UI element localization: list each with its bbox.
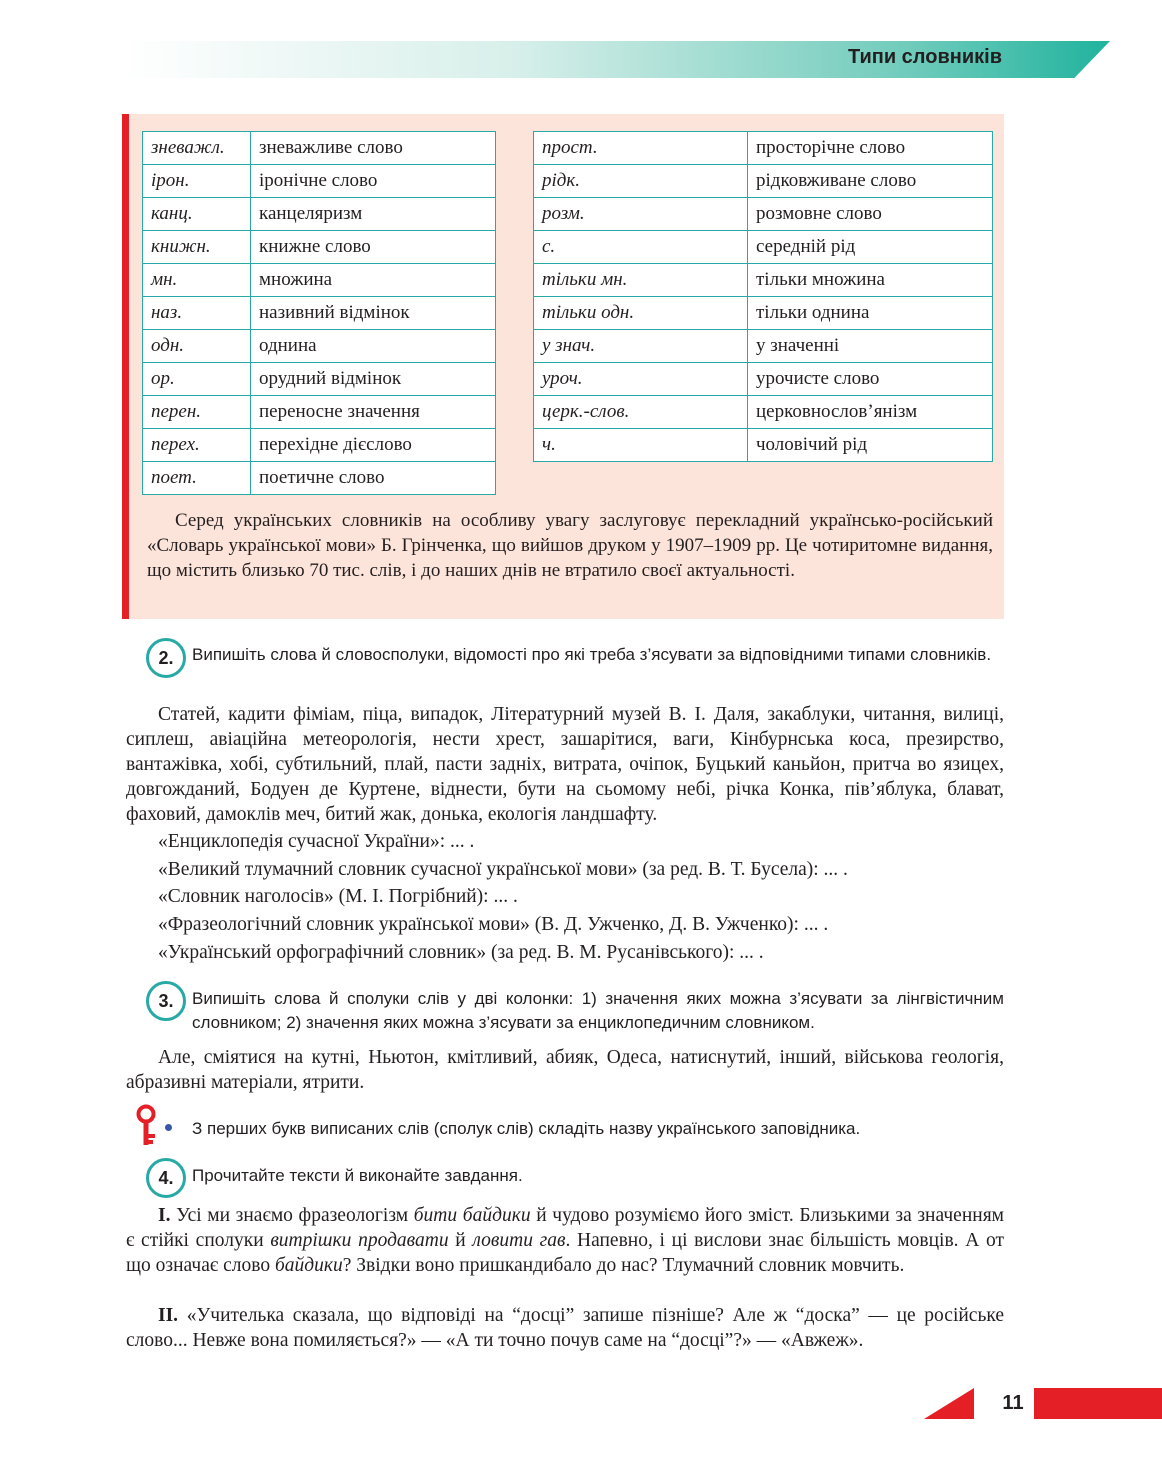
dictionary-line: «Енциклопедія сучасної України»: ... .: [158, 831, 475, 852]
text-part-2: [126, 1303, 1004, 1353]
abbreviations-box: [122, 114, 1004, 619]
abbreviation-cell: церк.-слов.: [534, 396, 748, 429]
abbreviation-cell: мн.: [143, 264, 251, 297]
abbreviation-cell: розм.: [534, 198, 748, 231]
meaning-cell: орудний відмінок: [251, 363, 496, 396]
task-words: Статей, кадити фіміам, піца, випадок, Літературний музей В. І. Даля, закаблуки, читання, вилиці, сиплеш, авіаційна метеорологія, нести хрест, зашарітися, ваги, Кінбурнська коса, презирство, вантажівка, хобі, субтильний, плай, пасти задніх, витрата, очіпок, Буцький каньйон, притча во язицех, довгожданий, Бодуен де Куртене, віднести, бути на сьомому небі, річка Конка, пів’яблука, блават, фаховий, дамоклів меч, битий жак, донька, екологія ландшафту.: [126, 704, 1004, 825]
abbreviation-row: [534, 264, 993, 297]
abbreviation-row: [534, 231, 993, 264]
meaning-cell: однина: [251, 330, 496, 363]
abbreviation-row: [143, 264, 496, 297]
meaning-cell: просторічне слово: [748, 132, 993, 165]
meaning-cell: канцеляризм: [251, 198, 496, 231]
abbreviation-cell: поет.: [143, 462, 251, 495]
task-words: Але, сміятися на кутні, Ньютон, кмітливий, абияк, Одеса, натиснутий, інший, військова геологія, абразивні матеріали, ятрити.: [126, 1047, 1004, 1093]
dictionary-line: «Великий тлумачний словник сучасної української мови» (за ред. В. Т. Бусела): ... .: [158, 859, 848, 880]
abbreviation-cell: ор.: [143, 363, 251, 396]
bonus-task: З перших букв виписаних слів (сполук слів) складіть назву українського заповідника.: [192, 1119, 861, 1138]
meaning-cell: називний відмінок: [251, 297, 496, 330]
meaning-cell: церковнослов’янізм: [748, 396, 993, 429]
abbreviation-cell: перех.: [143, 429, 251, 462]
abbreviation-row: [143, 231, 496, 264]
abbreviation-row: [534, 330, 993, 363]
bullet-icon: [165, 1124, 172, 1131]
red-margin-rule: [122, 114, 129, 619]
abbreviation-cell: прост.: [534, 132, 748, 165]
meaning-cell: урочисте слово: [748, 363, 993, 396]
abbreviation-cell: одн.: [143, 330, 251, 363]
meaning-cell: іронічне слово: [251, 165, 496, 198]
text-span: Усі ми знаємо фразеологізм: [170, 1205, 414, 1226]
abbreviation-row: [534, 165, 993, 198]
abbreviation-row: [143, 297, 496, 330]
meaning-cell: тільки множина: [748, 264, 993, 297]
abbreviation-cell: перен.: [143, 396, 251, 429]
task-instruction: Випишіть слова й сполуки слів у дві колонки: 1) значення яких можна з’ясувати за лінгвістичним словником; 2) значення яких можна з’ясувати за енциклопедичним словником.: [192, 989, 1004, 1032]
abbreviation-cell: книжн.: [143, 231, 251, 264]
abbreviation-row: [143, 396, 496, 429]
abbreviation-cell: канц.: [143, 198, 251, 231]
abbreviation-row: [143, 330, 496, 363]
text-span: ? Звідки воно пришкандибало до нас? Тлумачний словник мовчить.: [342, 1255, 905, 1276]
abbreviation-cell: рідк.: [534, 165, 748, 198]
abbreviation-row: [534, 198, 993, 231]
meaning-cell: середній рід: [748, 231, 993, 264]
task-instruction: Прочитайте тексти й виконайте завдання.: [192, 1166, 523, 1185]
part-label: І.: [158, 1205, 171, 1226]
meaning-cell: множина: [251, 264, 496, 297]
abbreviation-row: [143, 198, 496, 231]
abbreviation-cell: ч.: [534, 429, 748, 462]
italic-phrase: витрішки продавати: [270, 1230, 449, 1251]
abbreviation-row: [534, 363, 993, 396]
page-number: 11: [1002, 1392, 1024, 1414]
meaning-cell: зневажливе слово: [251, 132, 496, 165]
task-number-badge: 4.: [146, 1158, 186, 1198]
text-span: «Учителька сказала, що відповіді на “досці” запише пізніше? Але ж “доска” — це російське слово... Невже вона помиляється?» — «А ти точно почув саме на “досці”?» — «Авжеж».: [126, 1305, 1004, 1351]
meaning-cell: тільки однина: [748, 297, 993, 330]
footer-ribbon-right: [1034, 1388, 1162, 1419]
meaning-cell: переносне значення: [251, 396, 496, 429]
task-number-badge: 2.: [146, 638, 186, 678]
meaning-cell: перехідне дієслово: [251, 429, 496, 462]
abbreviation-cell: наз.: [143, 297, 251, 330]
abbreviation-row: [143, 165, 496, 198]
meaning-cell: розмовне слово: [748, 198, 993, 231]
abbreviation-row: [143, 462, 496, 495]
key-icon: [134, 1104, 158, 1146]
task-instruction: Випишіть слова й словосполуки, відомості про які треба з’ясувати за відповідними типами словників.: [192, 645, 992, 664]
text-span: й чудово розуміємо його зміст. Близькими за значенням є стійкі сполуки: [126, 1205, 1005, 1251]
abbreviation-row: [143, 132, 496, 165]
italic-phrase: бити байдики: [413, 1205, 531, 1226]
abbreviation-row: [534, 297, 993, 330]
abbreviation-cell: тільки мн.: [534, 264, 748, 297]
abbreviations-table-left: [142, 131, 496, 495]
meaning-cell: поетичне слово: [251, 462, 496, 495]
dictionary-line: «Словник наголосів» (М. І. Погрібний): ... .: [158, 886, 518, 907]
dictionary-line: «Український орфографічний словник» (за ред. В. М. Русанівського): ... .: [158, 942, 764, 963]
abbreviation-cell: уроч.: [534, 363, 748, 396]
abbreviation-row: [534, 429, 993, 462]
footer-ribbon-left: [924, 1388, 974, 1419]
section-title: Типи словників: [848, 46, 1002, 68]
text-span: . Напевно, і ці вислови знає більшість мовців. А от що означає слово: [126, 1230, 1004, 1276]
meaning-cell: рідковживане слово: [748, 165, 993, 198]
abbreviation-row: [534, 396, 993, 429]
part-label: ІІ.: [158, 1305, 179, 1326]
abbreviation-row: [143, 363, 496, 396]
abbreviation-cell: ірон.: [143, 165, 251, 198]
abbreviation-cell: тільки одн.: [534, 297, 748, 330]
abbreviation-cell: с.: [534, 231, 748, 264]
info-paragraph: Серед українських словників на особливу увагу заслуговує перекладний українсько-російський «Словарь української мови» Б. Грінченка, що вийшов друком у 1907–1909 рр. Це чотиритомне видання, що містить близько 70 тис. слів, і до наших днів не втратило своєї актуальності.: [147, 510, 993, 581]
abbreviation-cell: зневажл.: [143, 132, 251, 165]
abbreviation-cell: у знач.: [534, 330, 748, 363]
meaning-cell: книжне слово: [251, 231, 496, 264]
abbreviation-row: [534, 132, 993, 165]
italic-phrase: байдики: [274, 1255, 343, 1276]
meaning-cell: чоловічий рід: [748, 429, 993, 462]
abbreviation-row: [143, 429, 496, 462]
task-number-badge: 3.: [146, 981, 186, 1021]
dictionary-line: «Фразеологічний словник української мови» (В. Д. Ужченко, Д. В. Ужченко): ... .: [158, 914, 829, 935]
abbreviations-table-right: [533, 131, 993, 462]
meaning-cell: у значенні: [748, 330, 993, 363]
text-part-1: [126, 1203, 1004, 1278]
text-span: й: [448, 1230, 473, 1251]
italic-phrase: ловити гав: [472, 1230, 566, 1251]
